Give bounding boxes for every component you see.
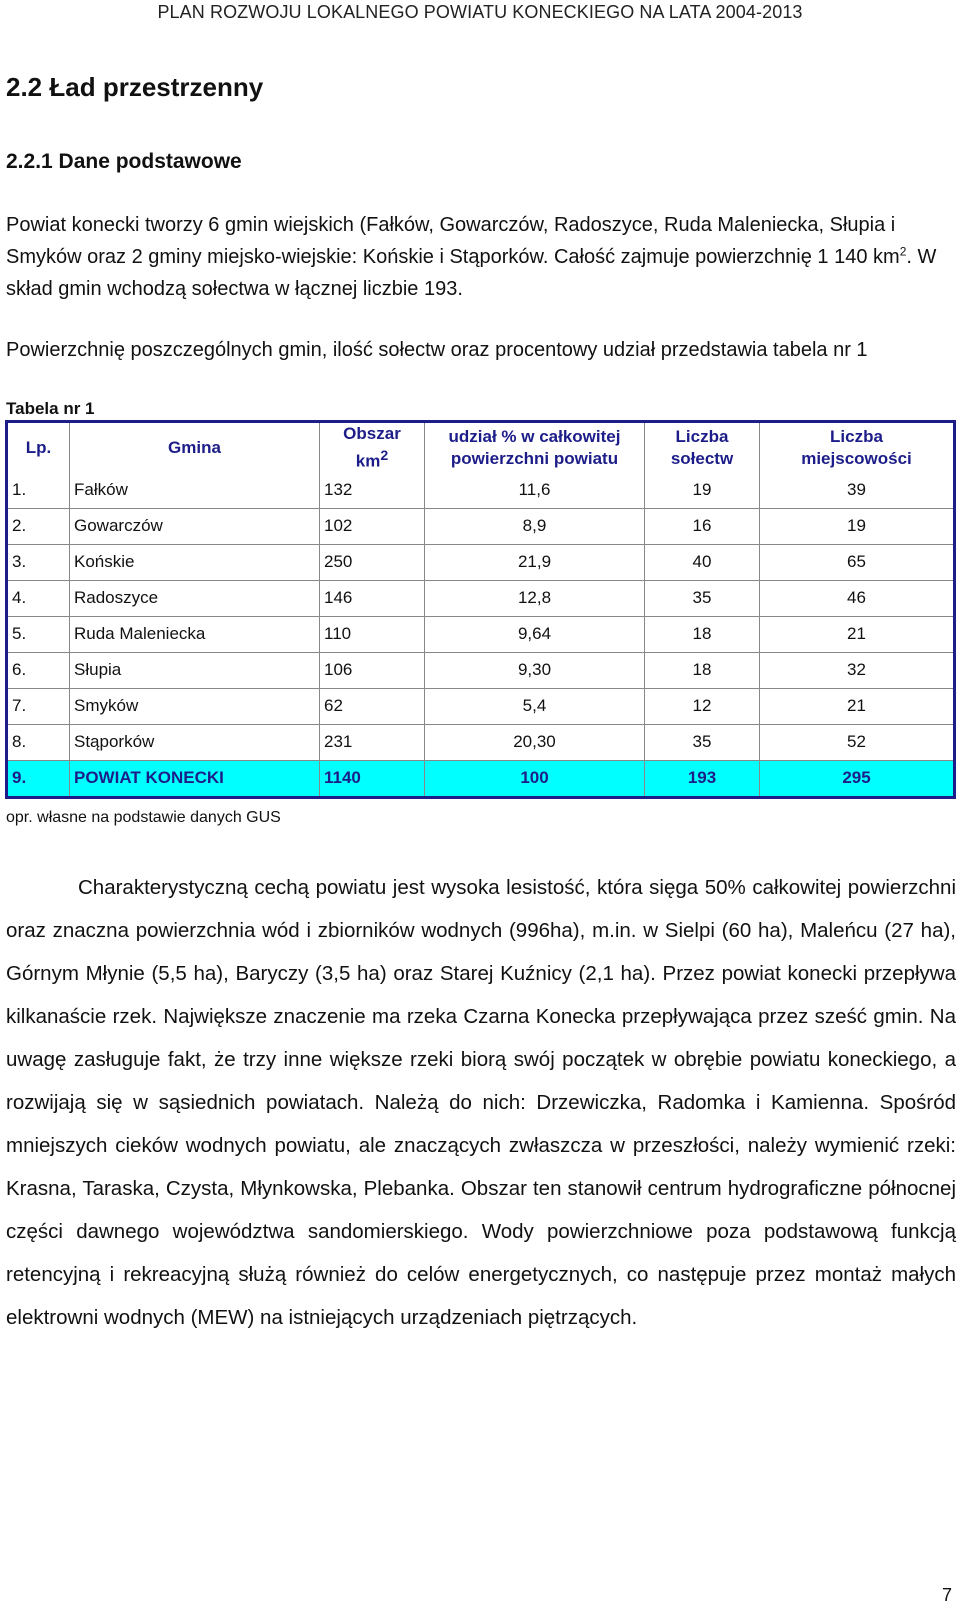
cell-obszar: 250 bbox=[320, 545, 425, 581]
header-udzial-line2: powierzchni powiatu bbox=[450, 448, 619, 468]
intro-table-reference: Powierzchnię poszczególnych gmin, ilość sołectw oraz procentowy udział przedstawia tabela nr 1 bbox=[6, 339, 868, 361]
page-number: 7 bbox=[941, 1585, 952, 1605]
cell-gmina: Słupia bbox=[70, 653, 320, 689]
cell-lp: 3. bbox=[8, 545, 70, 581]
header-solectw bbox=[645, 423, 760, 473]
cell-solectw: 193 bbox=[645, 761, 760, 796]
intro-superscript: 2 bbox=[899, 244, 907, 259]
header-obszar-sup: 2 bbox=[380, 448, 389, 464]
cell-lp: 7. bbox=[8, 689, 70, 725]
cell-obszar: 132 bbox=[320, 473, 425, 509]
cell-miejscowosci: 21 bbox=[760, 689, 953, 725]
body-paragraph: Charakterystyczną cechą powiatu jest wysoka lesistość, która sięga 50% całkowitej powierzchni oraz znaczna powierzchnia wód i zbiorników wodnych (996ha), m.in. w Sielpi (60 ha), Maleńcu (27 ha), Górnym Młynie (5,5 ha), Baryczy (3,5 ha) oraz Starej Kuźnicy (2,1 ha). Przez powiat konecki przepływa kilkanaście rzek. Największe znaczenie ma rzeka Czarna Konecka przepływająca przez sześć gmin. Na uwagę zasługuje fakt, że trzy inne większe rzeki biorą swój początek w obrębie powiatu koneckiego, a rozwijają się w sąsiednich powiatach. Należą do nich: Drzewiczka, Radomka i Kamienna. Spośród mniejszych cieków wodnych powiatu, ale znaczących zwłaszcza w przeszłości, należy wymienić rzeki: Krasna, Taraska, Czysta, Młynkowska, Plebanka. Obszar ten stanowił centrum hydrograficzne północnej części dawnego województwa sandomierskiego. Wody powierzchniowe poza podstawową funkcją retencyjną i rekreacyjną służą również do celów energetycznych, co następuje przez montaż małych elektrowni wodnych (MEW) na istniejących urządzeniach piętrzących. bbox=[6, 876, 956, 1329]
cell-miejscowosci: 39 bbox=[760, 473, 953, 509]
cell-solectw: 18 bbox=[645, 617, 760, 653]
cell-obszar: 62 bbox=[320, 689, 425, 725]
subsection-title: 2.2.1 Dane podstawowe bbox=[6, 150, 242, 173]
intro-text-part1: Powiat konecki tworzy 6 gmin wiejskich (Fałków, Gowarczów, Radoszyce, Ruda Maleniecka, Słupia i Smyków oraz 2 gminy miejsko-wiejskie: Końskie i Stąporków. Całość zajmuje powierzchnię 1 140 km bbox=[6, 214, 900, 268]
intro-text-part2: . W skład gmin wchodzą sołectwa w łącznej liczbie 193. bbox=[6, 246, 937, 300]
cell-gmina: Fałków bbox=[70, 473, 320, 509]
running-header: PLAN ROZWOJU LOKALNEGO POWIATU KONECKIEGO NA LATA 2004-2013 bbox=[157, 2, 803, 22]
cell-miejscowosci: 19 bbox=[760, 509, 953, 545]
table-row bbox=[8, 473, 953, 509]
table-row bbox=[8, 581, 953, 617]
cell-lp: 2. bbox=[8, 509, 70, 545]
cell-gmina: POWIAT KONECKI bbox=[70, 761, 320, 796]
cell-solectw: 18 bbox=[645, 653, 760, 689]
cell-miejscowosci: 295 bbox=[760, 761, 953, 796]
cell-lp: 6. bbox=[8, 653, 70, 689]
cell-udzial: 8,9 bbox=[425, 509, 645, 545]
table-total-row bbox=[8, 761, 953, 796]
cell-miejscowosci: 21 bbox=[760, 617, 953, 653]
table-row bbox=[8, 725, 953, 761]
cell-obszar: 146 bbox=[320, 581, 425, 617]
cell-gmina: Ruda Maleniecka bbox=[70, 617, 320, 653]
header-obszar-unit: km bbox=[355, 451, 381, 471]
gminy-table bbox=[5, 420, 956, 799]
table-row bbox=[8, 689, 953, 725]
table-header-row bbox=[8, 423, 953, 473]
header-gmina: Gmina bbox=[70, 423, 320, 473]
header-udzial bbox=[425, 423, 645, 473]
table-row bbox=[8, 617, 953, 653]
section-title: 2.2 Ład przestrzenny bbox=[6, 72, 264, 102]
cell-solectw: 19 bbox=[645, 473, 760, 509]
intro-paragraph bbox=[6, 209, 956, 305]
cell-miejscowosci: 52 bbox=[760, 725, 953, 761]
cell-lp: 1. bbox=[8, 473, 70, 509]
cell-solectw: 35 bbox=[645, 725, 760, 761]
header-obszar bbox=[320, 423, 425, 473]
cell-gmina: Smyków bbox=[70, 689, 320, 725]
header-udzial-line1: udział % w całkowitej bbox=[448, 426, 621, 446]
cell-solectw: 16 bbox=[645, 509, 760, 545]
header-obszar-label: Obszar bbox=[343, 424, 401, 443]
header-miejscowosci-line1: Liczba bbox=[830, 426, 883, 446]
cell-udzial: 9,64 bbox=[425, 617, 645, 653]
cell-gmina: Stąporków bbox=[70, 725, 320, 761]
table-caption: Tabela nr 1 bbox=[6, 399, 95, 418]
header-solectw-line2: sołectw bbox=[670, 448, 734, 468]
cell-udzial: 5,4 bbox=[425, 689, 645, 725]
cell-gmina: Końskie bbox=[70, 545, 320, 581]
header-solectw-line1: Liczba bbox=[675, 426, 729, 446]
cell-solectw: 12 bbox=[645, 689, 760, 725]
table-row bbox=[8, 653, 953, 689]
header-miejscowosci-line2: miejscowości bbox=[801, 448, 912, 468]
header-miejscowosci bbox=[760, 423, 953, 473]
cell-udzial: 20,30 bbox=[425, 725, 645, 761]
table-source-note: opr. własne na podstawie danych GUS bbox=[6, 809, 281, 826]
cell-obszar: 1140 bbox=[320, 761, 425, 796]
cell-lp: 4. bbox=[8, 581, 70, 617]
cell-miejscowosci: 46 bbox=[760, 581, 953, 617]
cell-obszar: 106 bbox=[320, 653, 425, 689]
cell-lp: 5. bbox=[8, 617, 70, 653]
header-lp: Lp. bbox=[8, 423, 70, 473]
cell-udzial: 9,30 bbox=[425, 653, 645, 689]
table-row bbox=[8, 545, 953, 581]
cell-solectw: 35 bbox=[645, 581, 760, 617]
cell-obszar: 102 bbox=[320, 509, 425, 545]
cell-miejscowosci: 65 bbox=[760, 545, 953, 581]
cell-udzial: 21,9 bbox=[425, 545, 645, 581]
cell-udzial: 12,8 bbox=[425, 581, 645, 617]
cell-obszar: 231 bbox=[320, 725, 425, 761]
cell-gmina: Gowarczów bbox=[70, 509, 320, 545]
cell-lp: 9. bbox=[8, 761, 70, 796]
cell-obszar: 110 bbox=[320, 617, 425, 653]
cell-gmina: Radoszyce bbox=[70, 581, 320, 617]
cell-lp: 8. bbox=[8, 725, 70, 761]
table-row bbox=[8, 509, 953, 545]
cell-udzial: 100 bbox=[425, 761, 645, 796]
cell-solectw: 40 bbox=[645, 545, 760, 581]
cell-udzial: 11,6 bbox=[425, 473, 645, 509]
cell-miejscowosci: 32 bbox=[760, 653, 953, 689]
